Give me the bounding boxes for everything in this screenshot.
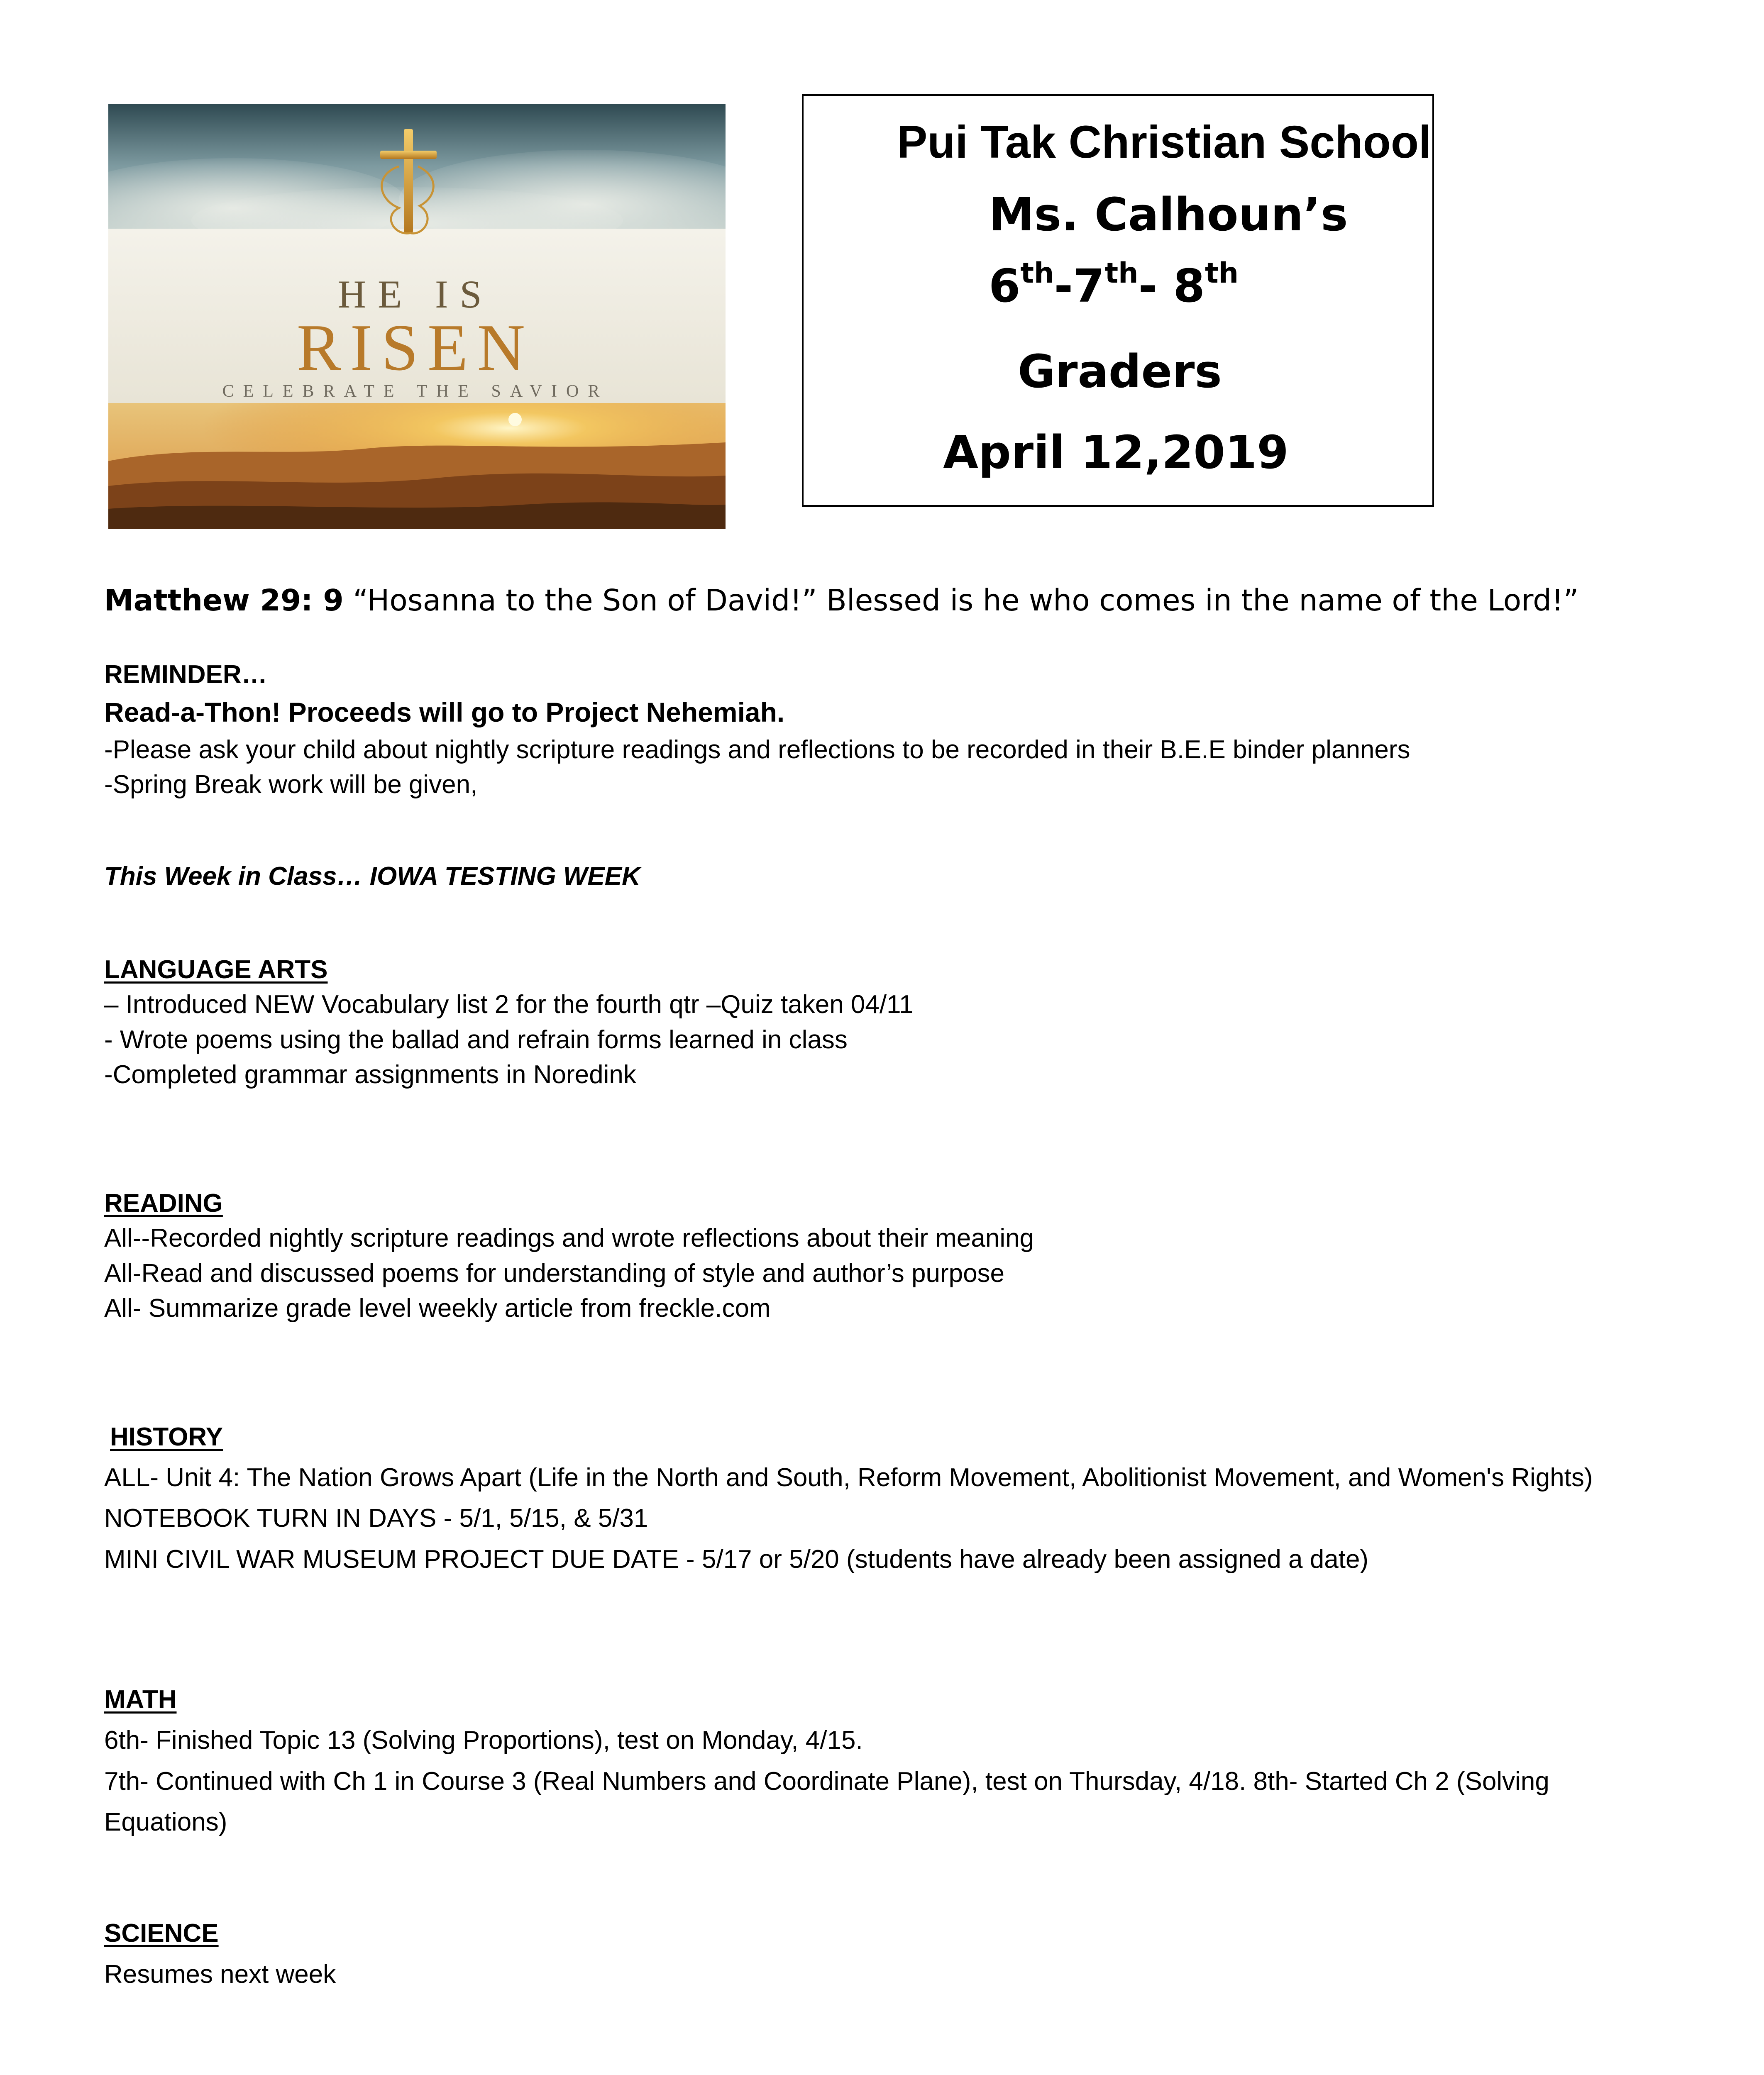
reminder-item: -Please ask your child about nightly scripture readings and reflections to be recorded in their B.E.E binder planners bbox=[104, 735, 1410, 764]
math-heading: MATH bbox=[104, 1685, 177, 1714]
banner-subtitle-text: CELEBRATE THE SAVIOR bbox=[222, 382, 609, 401]
verse-reference: Matthew 29: 9 bbox=[104, 583, 344, 618]
history-item: ALL- Unit 4: The Nation Grows Apart (Life in the North and South, Reform Movement, Abolitionist Movement, and Women's Rights) bbox=[104, 1463, 1593, 1492]
teacher-name: Ms. Calhoun’s bbox=[989, 188, 1348, 241]
reading-item: All-Read and discussed poems for understanding of style and author’s purpose bbox=[104, 1259, 1005, 1288]
science-item: Resumes next week bbox=[104, 1960, 336, 1989]
grade-7: 7 bbox=[1073, 259, 1105, 312]
grade-suffix: th bbox=[1104, 257, 1139, 290]
this-week-heading: This Week in Class… IOWA TESTING WEEK bbox=[104, 862, 640, 891]
newsletter-date: April 12,2019 bbox=[943, 426, 1289, 479]
grade-suffix: th bbox=[1205, 257, 1239, 290]
language-arts-heading: LANGUAGE ARTS bbox=[104, 955, 328, 984]
school-name: Pui Tak Christian School bbox=[897, 117, 1432, 168]
math-item: Equations) bbox=[104, 1808, 227, 1836]
banner-he-is-text: HE IS bbox=[337, 272, 494, 316]
verse-text: “Hosanna to the Son of David!” Blessed is he who comes in the name of the Lord!” bbox=[343, 583, 1579, 618]
grade-8: 8 bbox=[1173, 259, 1205, 312]
header-box bbox=[802, 94, 1434, 507]
history-item: NOTEBOOK TURN IN DAYS - 5/1, 5/15, & 5/31 bbox=[104, 1504, 648, 1533]
history-item: MINI CIVIL WAR MUSEUM PROJECT DUE DATE - 5/17 or 5/20 (students have already been assigned a date) bbox=[104, 1545, 1369, 1574]
math-item: 6th- Finished Topic 13 (Solving Proportions), test on Monday, 4/15. bbox=[104, 1726, 863, 1755]
history-heading: HISTORY bbox=[110, 1423, 223, 1451]
banner-risen-text: RISEN bbox=[296, 310, 535, 384]
reminder-heading: REMINDER… bbox=[104, 660, 267, 689]
reminder-item: -Spring Break work will be given, bbox=[104, 770, 478, 799]
language-arts-item: - Wrote poems using the ballad and refrain forms learned in class bbox=[104, 1025, 848, 1054]
bible-verse bbox=[104, 583, 1578, 618]
grade-suffix: th bbox=[1020, 257, 1054, 290]
reading-item: All--Recorded nightly scripture readings and wrote reflections about their meaning bbox=[104, 1224, 1034, 1252]
language-arts-item: -Completed grammar assignments in Noredink bbox=[104, 1060, 636, 1089]
science-heading: SCIENCE bbox=[104, 1919, 219, 1948]
graders-label: Graders bbox=[1018, 345, 1222, 398]
math-item: 7th- Continued with Ch 1 in Course 3 (Real Numbers and Coordinate Plane), test on Thursday, 4/18. 8th- Started Ch 2 (Solving bbox=[104, 1767, 1549, 1796]
read-a-thon-notice: Read-a-Thon! Proceeds will go to Project Nehemiah. bbox=[104, 697, 785, 727]
reading-item: All- Summarize grade level weekly article from freckle.com bbox=[104, 1294, 771, 1323]
grade-levels: 6th-7th- 8th bbox=[989, 257, 1239, 312]
language-arts-item: – Introduced NEW Vocabulary list 2 for the fourth qtr –Quiz taken 04/11 bbox=[104, 990, 914, 1019]
grade-6: 6 bbox=[989, 259, 1021, 312]
he-is-risen-banner-image bbox=[108, 104, 726, 529]
reading-heading: READING bbox=[104, 1189, 223, 1218]
